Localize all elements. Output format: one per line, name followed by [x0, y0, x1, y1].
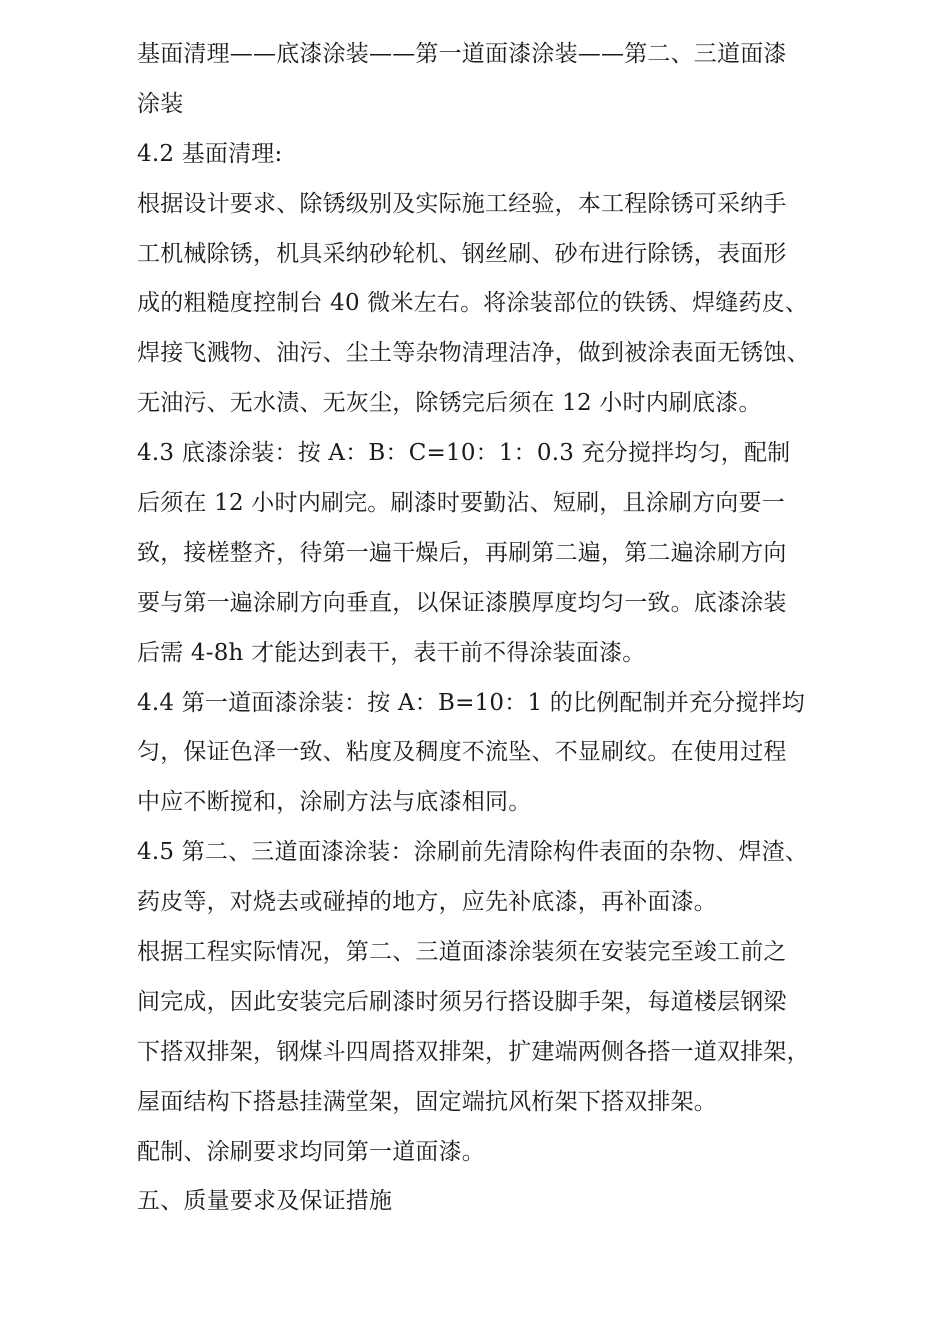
text-line: 根据工程实际情况，第二、三道面漆涂装须在安装完至竣工前之	[137, 939, 787, 966]
text-line: 无油污、无水渍、无灰尘，除锈完后须在 12 小时内刷底漆。	[137, 390, 762, 417]
text-line: 要与第一遍涂刷方向垂直，以保证漆膜厚度均匀一致。底漆涂装	[137, 589, 787, 616]
text-line: 中应不断搅和，涂刷方法与底漆相同。	[137, 789, 532, 816]
text-line: 致，接槎整齐，待第一遍干燥后，再刷第二遍，第二遍涂刷方向	[137, 539, 787, 566]
section-heading-4-4: 4.4 第一道面漆涂装：按 A：B=10：1 的比例配制并充分搅拌均	[137, 689, 805, 716]
text-line: 焊接飞溅物、油污、尘土等杂物清理洁净，做到被涂表面无锈蚀、	[137, 340, 810, 367]
text-line: 配制、涂刷要求均同第一道面漆。	[137, 1138, 485, 1165]
chapter-heading-5: 五、质量要求及保证措施	[137, 1188, 393, 1215]
text-line: 工机械除锈，机具采纳砂轮机、钢丝刷、砂布进行除锈，表面形	[137, 240, 787, 267]
text-line: 根据设计要求、除锈级别及实际施工经验，本工程除锈可采纳手	[137, 190, 787, 217]
text-line: 后须在 12 小时内刷完。刷漆时要勤沾、短刷，且涂刷方向要一	[137, 490, 785, 517]
section-heading-4-2: 4.2 基面清理:	[137, 140, 283, 167]
text-line: 间完成，因此安装完后刷漆时须另行搭设脚手架，每道楼层钢梁	[137, 988, 787, 1015]
section-heading-4-3: 4.3 底漆涂装：按 A：B：C=10：1：0.3 充分搅拌均匀，配制	[137, 440, 791, 467]
text-line: 成的粗糙度控制台 40 微米左右。将涂装部位的铁锈、焊缝药皮、	[137, 290, 809, 317]
text-line: 下搭双排架，钢煤斗四周搭双排架，扩建端两侧各搭一道双排架，	[137, 1038, 810, 1065]
text-line: 后需 4-8h 才能达到表干，表干前不得涂装面漆。	[137, 639, 646, 666]
document-body	[137, 30, 827, 1227]
section-heading-4-5: 4.5 第二、三道面漆涂装：涂刷前先清除构件表面的杂物、焊渣、	[137, 839, 809, 866]
text-line: 匀，保证色泽一致、粘度及稠度不流坠、不显刷纹。在使用过程	[137, 739, 787, 766]
text-line: 基面清理——底漆涂装——第一道面漆涂装——第二、三道面漆	[137, 41, 787, 67]
text-line: 涂装	[137, 90, 184, 117]
text-line: 屋面结构下搭悬挂满堂架，固定端抗风桁架下搭双排架。	[137, 1088, 717, 1115]
text-line: 药皮等，对烧去或碰掉的地方，应先补底漆，再补面漆。	[137, 889, 717, 916]
